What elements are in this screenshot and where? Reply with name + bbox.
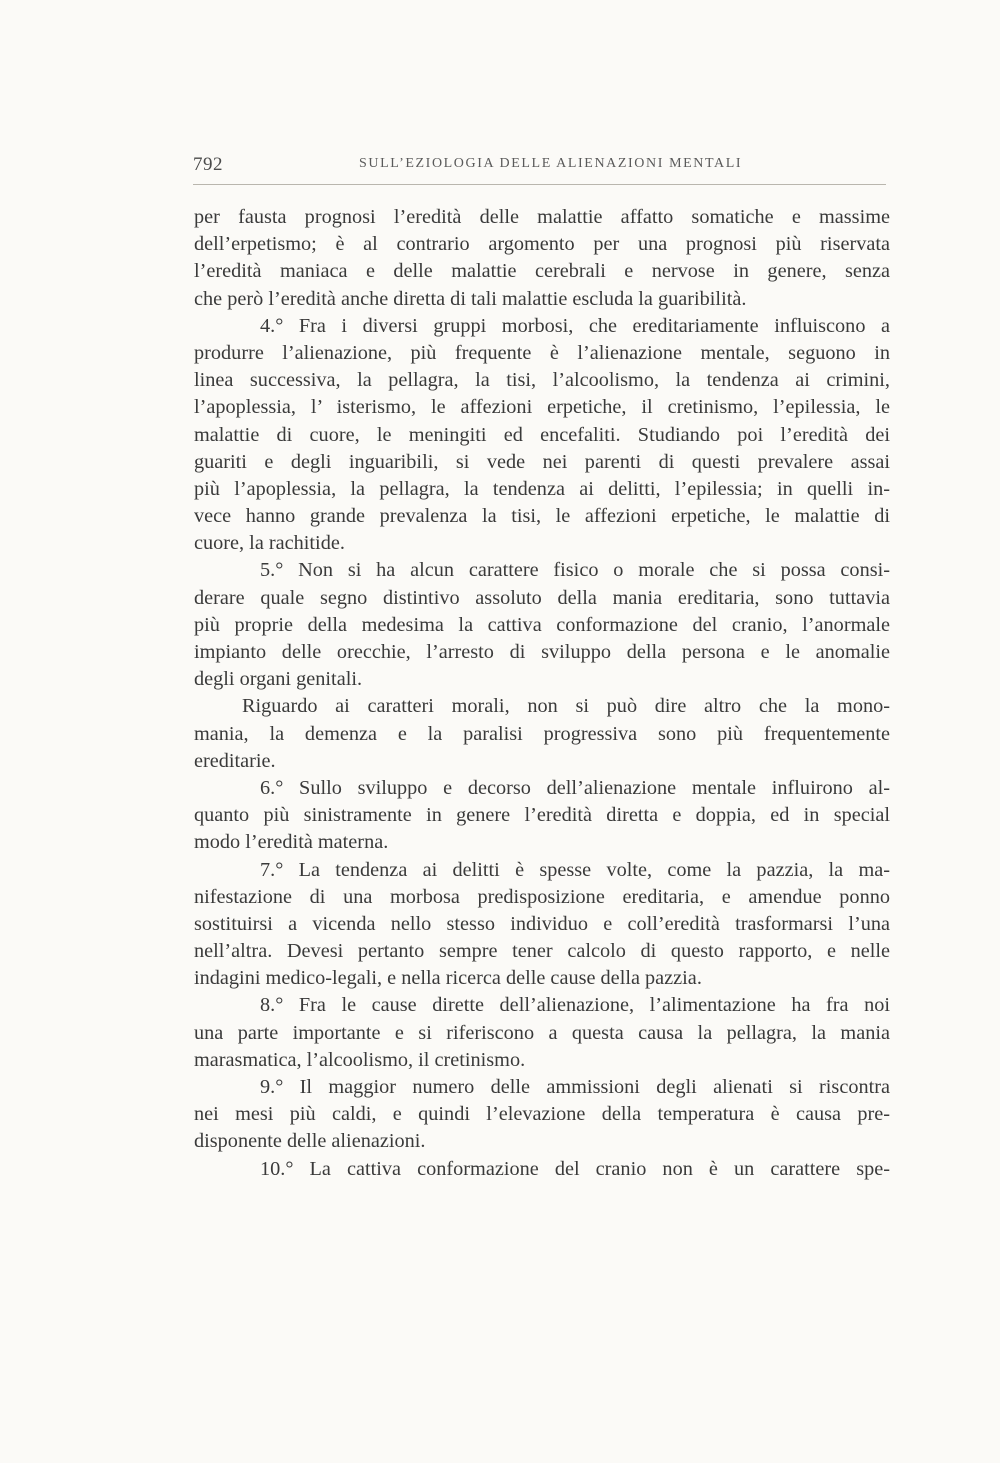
text-line: più l’apoplessia, la pellagra, la tendenza ai delitti, l’epilessia; in quelli in- bbox=[194, 477, 890, 500]
text-line: mania, la demenza e la paralisi progressiva sono più frequentemente bbox=[194, 722, 890, 745]
text-line: disponente delle alienazioni. bbox=[194, 1130, 426, 1153]
text-line: nifestazione di una morbosa predisposizione ereditaria, e amendue ponno bbox=[194, 885, 890, 908]
text-line: che però l’eredità anche diretta di tali malattie escluda la guaribilità. bbox=[194, 287, 747, 310]
text-line: per fausta prognosi l’eredità delle malattie affatto somatiche e massime bbox=[194, 206, 890, 228]
text-line: più proprie della medesima la cattiva conformazione del cranio, l’anormale bbox=[194, 613, 890, 636]
text-line: 8.° Fra le cause dirette dell’alienazione, l’alimentazione ha fra noi bbox=[260, 994, 890, 1017]
text-line: marasmatica, l’alcoolismo, il cretinismo. bbox=[194, 1048, 526, 1071]
text-line: 5.° Non si ha alcun carattere fisico o morale che si possa consi- bbox=[260, 559, 890, 582]
text-line: vece hanno grande prevalenza la tisi, le affezioni erpetiche, le malattie di bbox=[194, 505, 890, 528]
text-line: 4.° Fra i diversi gruppi morbosi, che ereditariamente influiscono a bbox=[260, 314, 890, 337]
text-line: l’apoplessia, l’ isterismo, le affezioni erpetiche, il cretinismo, l’epilessia, le bbox=[194, 396, 890, 419]
text-line: dell’erpetismo; è al contrario argomento per una prognosi più riservata bbox=[194, 233, 890, 256]
text-line: 6.° Sullo sviluppo e decorso dell’alienazione mentale influirono al- bbox=[260, 776, 890, 799]
text-line: nei mesi più caldi, e quindi l’elevazione della temperatura è causa pre- bbox=[194, 1103, 890, 1126]
text-line: 10.° La cattiva conformazione del cranio non è un carattere spe- bbox=[260, 1157, 890, 1180]
text-line: l’eredità maniaca e delle malattie cerebrali e nervose in genere, senza bbox=[194, 260, 890, 283]
text-line: degli organi genitali. bbox=[194, 668, 363, 691]
running-title: SULL’EZIOLOGIA DELLE ALIENAZIONI MENTALI bbox=[359, 156, 743, 171]
text-line: malattie di cuore, le meningiti ed encefaliti. Studiando poi l’eredità dei bbox=[194, 423, 890, 446]
text-line: ereditarie. bbox=[194, 749, 276, 772]
text-line: derare quale segno distintivo assoluto della mania ereditaria, sono tuttavia bbox=[194, 586, 890, 609]
text-line: indagini medico-legali, e nella ricerca delle cause della pazzia. bbox=[194, 967, 702, 990]
page-header bbox=[193, 154, 886, 185]
page-number: 792 bbox=[193, 154, 223, 175]
text-line: 9.° Il maggior numero delle ammissioni degli alienati si riscontra bbox=[260, 1076, 890, 1098]
text-line: cuore, la rachitide. bbox=[194, 532, 345, 555]
text-line: modo l’eredità materna. bbox=[194, 831, 389, 854]
text-line: Riguardo ai caratteri morali, non si può dire altro che la mono- bbox=[242, 695, 890, 718]
text-line: una parte importante e si riferiscono a questa causa la pellagra, la mania bbox=[194, 1021, 890, 1044]
text-line: quanto più sinistramente in genere l’eredità diretta e doppia, ed in special bbox=[194, 804, 890, 827]
text-line: sostituirsi a vicenda nello stesso individuo e coll’eredità trasformarsi l’una bbox=[194, 912, 890, 935]
text-line: linea successiva, la pellagra, la tisi, l’alcoolismo, la tendenza ai crimini, bbox=[194, 369, 890, 392]
text-line: nell’altra. Devesi pertanto sempre tener calcolo di questo rapporto, e nelle bbox=[194, 940, 890, 963]
text-line: guariti e degli inguaribili, si vede nei parenti di questi prevalere assai bbox=[194, 450, 890, 473]
text-line: 7.° La tendenza ai delitti è spesse volte, come la pazzia, la ma- bbox=[260, 858, 890, 881]
text-line: impianto delle orecchie, l’arresto di sviluppo della persona e le anomalie bbox=[194, 641, 890, 663]
text-line: produrre l’alienazione, più frequente è l’alienazione mentale, seguono in bbox=[194, 341, 890, 364]
body-text bbox=[194, 204, 890, 1183]
